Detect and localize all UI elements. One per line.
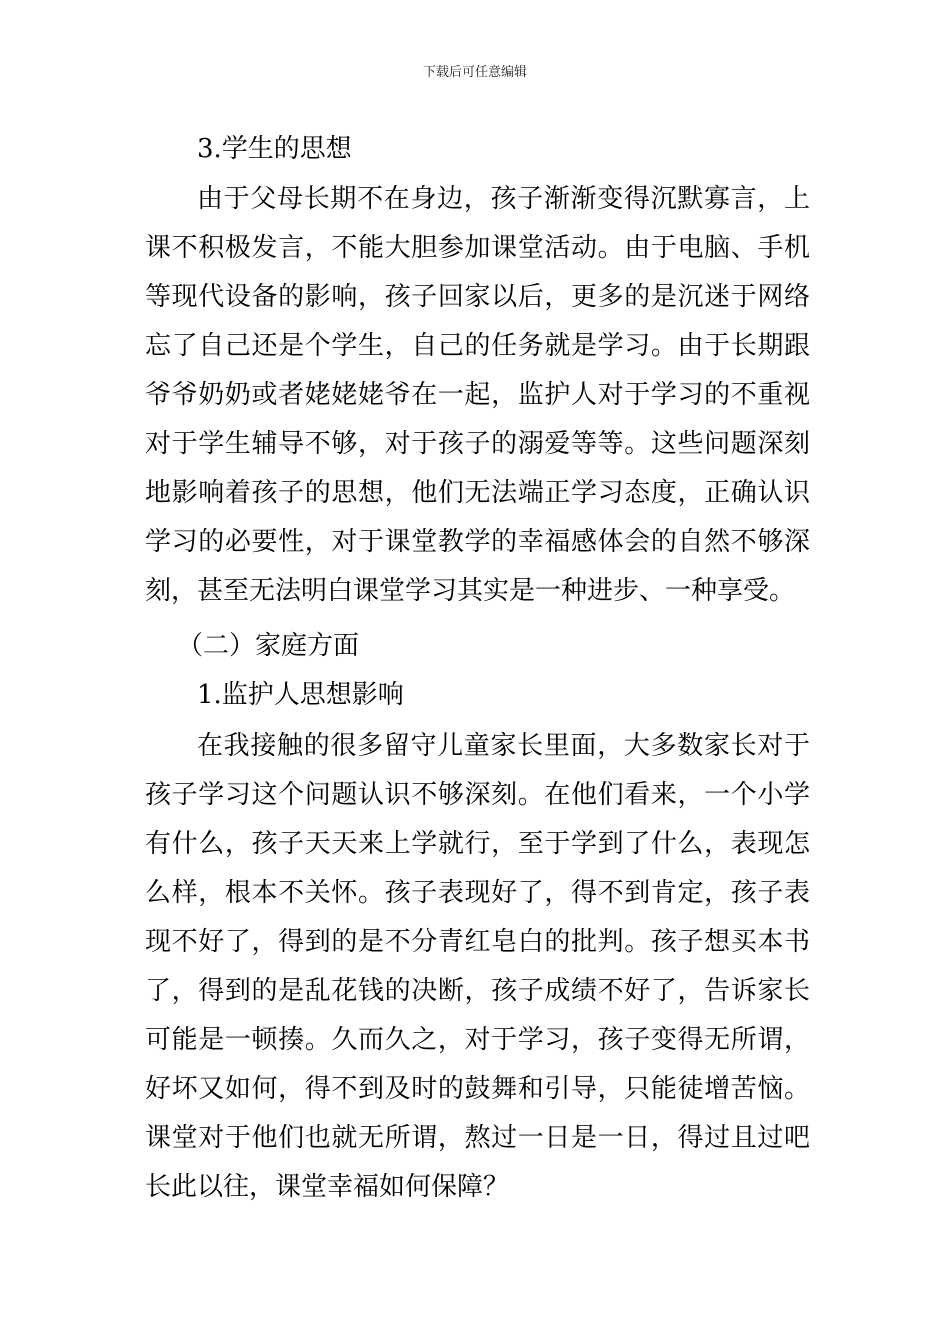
paragraph-line: 长此以往，课堂幸福如何保障？	[145, 1172, 510, 1202]
paragraph-line: 对于学生辅导不够，对于孩子的溺爱等等。这些问题深刻	[145, 429, 810, 459]
paragraph-line: 么样，根本不关怀。孩子表现好了，得不到肯定，孩子表	[145, 878, 810, 908]
paragraph-line: 爷爷奶奶或者姥姥姥爷在一起，监护人对于学习的不重视	[145, 380, 810, 410]
paragraph-line: 地影响着孩子的思想，他们无法端正学习态度，正确认识	[145, 478, 810, 508]
paragraph-line: 孩子学习这个问题认识不够深刻。在他们看来，一个小学	[145, 780, 810, 810]
paragraph-line: 由于父母长期不在身边，孩子渐渐变得沉默寡言，上	[197, 184, 810, 214]
subheading-guardian-influence: 1.监护人思想影响	[197, 680, 404, 710]
paragraph-line: 了，得到的是乱花钱的决断，孩子成绩不好了，告诉家长	[145, 976, 810, 1006]
subheading-student-thoughts: 3.学生的思想	[197, 134, 352, 164]
paragraph-line: 有什么，孩子天天来上学就行，至于学到了什么，表现怎	[145, 829, 810, 859]
paragraph-line: 忘了自己还是个学生，自己的任务就是学习。由于长期跟	[145, 331, 810, 361]
paragraph-line: 刻，甚至无法明白课堂学习其实是一种进步、一种享受。	[145, 576, 796, 606]
section-heading-family: （二）家庭方面	[177, 631, 360, 661]
paragraph-line: 可能是一顿揍。久而久之，对于学习，孩子变得无所谓，	[145, 1025, 810, 1055]
paragraph-line: 学习的必要性，对于课堂教学的幸福感体会的自然不够深	[145, 527, 810, 557]
paragraph-line: 等现代设备的影响，孩子回家以后，更多的是沉迷于网络	[145, 282, 810, 312]
paragraph-line: 现不好了，得到的是不分青红皂白的批判。孩子想买本书	[145, 927, 810, 957]
paragraph-line: 课不积极发言，不能大胆参加课堂活动。由于电脑、手机	[145, 233, 810, 263]
paragraph-line: 在我接触的很多留守儿童家长里面，大多数家长对于	[197, 731, 810, 761]
paragraph-line: 课堂对于他们也就无所谓，熬过一日是一日，得过且过吧	[145, 1123, 810, 1153]
page-header-note: 下载后可任意编辑	[422, 65, 527, 80]
paragraph-line: 好坏又如何，得不到及时的鼓舞和引导，只能徒增苦恼。	[145, 1074, 810, 1104]
